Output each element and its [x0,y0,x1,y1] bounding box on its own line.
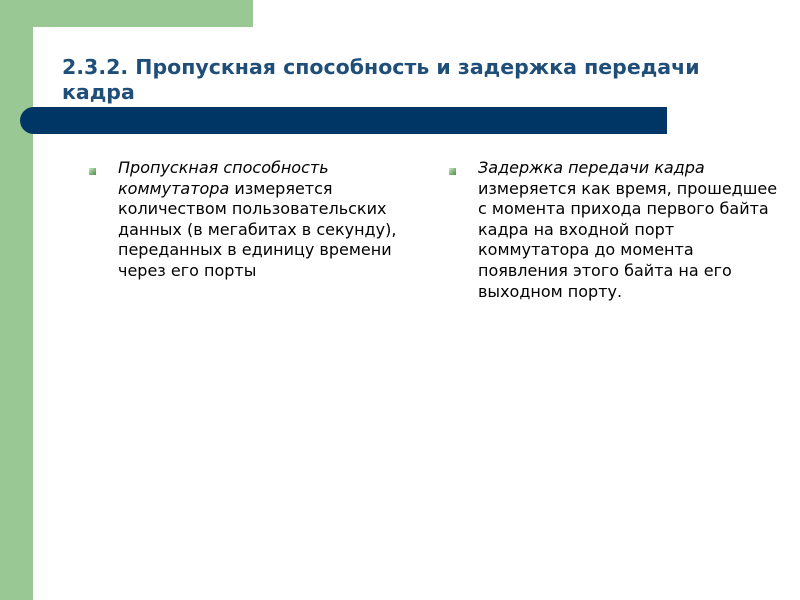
definition-throughput: измеряется количеством пользовательских данных (в мегабитах в секунду), переданных в единицу времени через его порты [118,178,397,280]
title-underline-bar [20,107,667,134]
term-throughput: Пропускная способность коммутатора [118,158,329,198]
term-latency: Задержка передачи кадра [478,158,705,177]
definition-latency: измеряется как время, прошедшее с момента прихода первого байта кадра на входной порт коммутатора до момента появления этого байта на его выходном порту. [478,178,778,301]
square-bullet-icon [89,168,96,175]
left-green-band [0,0,33,600]
bullet-item-latency [445,158,785,302]
top-green-corner [0,0,253,27]
square-bullet-icon [449,168,456,175]
slide-title: 2.3.2. Пропускная способность и задержка передачи кадра [62,55,700,104]
right-column [445,158,785,302]
bullet-item-throughput [85,158,415,282]
left-column [85,158,415,282]
